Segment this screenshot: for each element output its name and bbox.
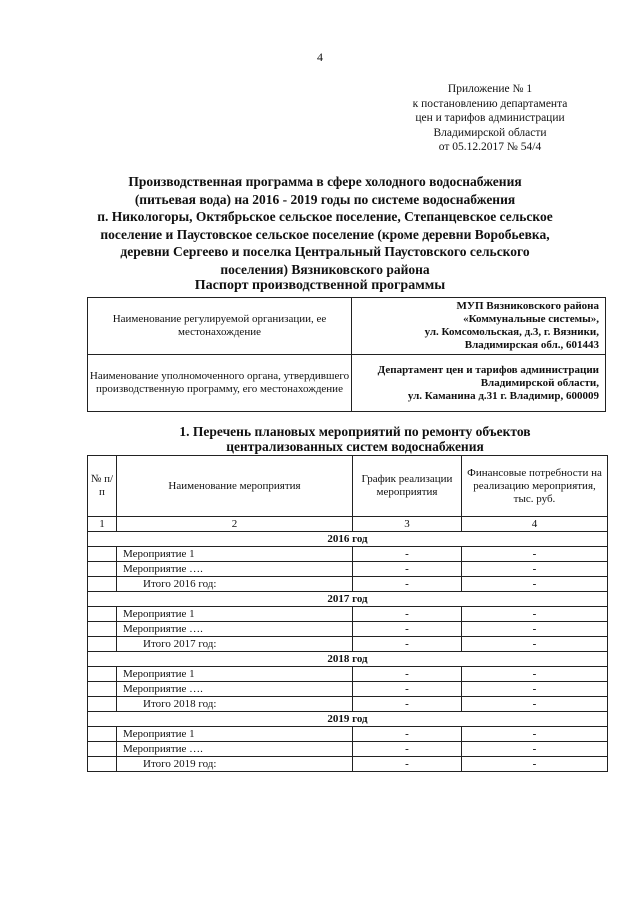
row-num-cell bbox=[88, 607, 117, 622]
passport-row bbox=[88, 355, 606, 412]
year-label: 2019 год bbox=[88, 712, 608, 727]
finance-cell: - bbox=[462, 607, 608, 622]
finance-cell: - bbox=[462, 577, 608, 592]
year-label: 2017 год bbox=[88, 592, 608, 607]
row-num-cell bbox=[88, 667, 117, 682]
row-num-cell bbox=[88, 562, 117, 577]
passport-label: Наименование регулируемой организации, ее местонахождение bbox=[88, 298, 352, 355]
passport-value bbox=[352, 298, 606, 355]
title-line: Производственная программа в сфере холодного водоснабжения bbox=[128, 174, 522, 189]
row-num-cell bbox=[88, 727, 117, 742]
passport-row bbox=[88, 298, 606, 355]
schedule-cell: - bbox=[353, 667, 462, 682]
finance-cell: - bbox=[462, 547, 608, 562]
schedule-cell: - bbox=[353, 607, 462, 622]
passport-value-line: «Коммунальные системы», bbox=[463, 313, 599, 325]
finance-cell: - bbox=[462, 637, 608, 652]
title-line: (питьевая вода) на 2016 - 2019 годы по системе водоснабжения bbox=[134, 191, 516, 207]
title-line: п. Никологоры, Октябрьское сельское поселение, Степанцевское сельское bbox=[97, 209, 553, 224]
year-label: 2018 год bbox=[88, 652, 608, 667]
passport-table bbox=[87, 297, 606, 412]
table-row bbox=[88, 727, 608, 742]
table-row bbox=[88, 697, 608, 712]
finance-cell: - bbox=[462, 697, 608, 712]
appendix-line: Приложение № 1 bbox=[447, 83, 533, 95]
event-name: Мероприятие 1 bbox=[117, 727, 353, 742]
table-row bbox=[88, 757, 608, 772]
passport-value-line: МУП Вязниковского района bbox=[456, 300, 599, 312]
event-name: Мероприятие 1 bbox=[117, 547, 353, 562]
header-schedule: График реализации мероприятия bbox=[353, 456, 462, 517]
section-heading-line: централизованных систем водоснабжения bbox=[226, 439, 484, 454]
passport-value bbox=[352, 355, 606, 412]
finance-cell: - bbox=[462, 682, 608, 697]
row-num-cell bbox=[88, 577, 117, 592]
total-label: Итого 2019 год: bbox=[117, 757, 353, 772]
event-name: Мероприятие …. bbox=[117, 682, 353, 697]
schedule-cell: - bbox=[353, 562, 462, 577]
table-row bbox=[88, 622, 608, 637]
index-cell: 1 bbox=[88, 517, 117, 532]
passport-value-line: Владимирская обл., 601443 bbox=[464, 339, 599, 351]
schedule-cell: - bbox=[353, 757, 462, 772]
table-index-row bbox=[88, 517, 608, 532]
passport-value-line: Департамент цен и тарифов администрации bbox=[377, 363, 599, 376]
passport-heading: Паспорт производственной программы bbox=[194, 278, 446, 293]
section-heading-line: 1. Перечень плановых мероприятий по ремонту объектов bbox=[179, 424, 531, 439]
finance-cell: - bbox=[462, 742, 608, 757]
document-title bbox=[95, 173, 555, 278]
year-row bbox=[88, 652, 608, 667]
finance-cell: - bbox=[462, 667, 608, 682]
title-line: поселения) Вязниковского района bbox=[220, 261, 430, 277]
schedule-cell: - bbox=[353, 547, 462, 562]
appendix-line: к постановлению департамента bbox=[412, 97, 568, 110]
schedule-cell: - bbox=[353, 577, 462, 592]
page-number: 4 bbox=[317, 50, 323, 64]
table-row bbox=[88, 637, 608, 652]
passport-value-line: ул. Каманина д.31 г. Владимир, 600009 bbox=[407, 389, 599, 402]
finance-cell: - bbox=[462, 757, 608, 772]
schedule-cell: - bbox=[353, 637, 462, 652]
finance-cell: - bbox=[462, 562, 608, 577]
schedule-cell: - bbox=[353, 697, 462, 712]
appendix-line: цен и тарифов администрации bbox=[415, 112, 565, 124]
passport-label: Наименование уполномоченного органа, утвердившего производственную программу, его местонахождение bbox=[88, 355, 352, 412]
schedule-cell: - bbox=[353, 622, 462, 637]
year-row bbox=[88, 592, 608, 607]
table-row bbox=[88, 547, 608, 562]
index-cell: 3 bbox=[353, 517, 462, 532]
row-num-cell bbox=[88, 637, 117, 652]
finance-cell: - bbox=[462, 727, 608, 742]
table-row bbox=[88, 577, 608, 592]
event-name: Мероприятие …. bbox=[117, 622, 353, 637]
table-row bbox=[88, 607, 608, 622]
title-line: поселение и Паустовское сельское поселение (кроме деревни Воробьевка, bbox=[100, 226, 550, 242]
schedule-cell: - bbox=[353, 727, 462, 742]
row-num-cell bbox=[88, 622, 117, 637]
table-row bbox=[88, 682, 608, 697]
header-name: Наименование мероприятия bbox=[117, 456, 353, 517]
index-cell: 2 bbox=[117, 517, 353, 532]
total-label: Итого 2016 год: bbox=[117, 577, 353, 592]
table-header-row bbox=[88, 456, 608, 517]
event-name: Мероприятие …. bbox=[117, 562, 353, 577]
schedule-cell: - bbox=[353, 742, 462, 757]
total-label: Итого 2018 год: bbox=[117, 697, 353, 712]
event-name: Мероприятие 1 bbox=[117, 607, 353, 622]
passport-value-line: Владимирской области, bbox=[480, 376, 599, 389]
title-line: деревни Сергеево и поселка Центральный Паустовского сельского bbox=[120, 244, 530, 259]
schedule-cell: - bbox=[353, 682, 462, 697]
event-name: Мероприятие …. bbox=[117, 742, 353, 757]
index-cell: 4 bbox=[462, 517, 608, 532]
table-row bbox=[88, 742, 608, 757]
event-name: Мероприятие 1 bbox=[117, 667, 353, 682]
year-label: 2016 год bbox=[88, 532, 608, 547]
finance-cell: - bbox=[462, 622, 608, 637]
section-heading bbox=[120, 424, 590, 454]
row-num-cell bbox=[88, 757, 117, 772]
row-num-cell bbox=[88, 547, 117, 562]
appendix-line: Владимирской области bbox=[433, 126, 547, 139]
header-num: № п/п bbox=[88, 456, 117, 517]
table-row bbox=[88, 667, 608, 682]
header-finance: Финансовые потребности на реализацию мероприятия, тыс. руб. bbox=[462, 456, 608, 517]
events-table bbox=[87, 455, 608, 772]
year-row bbox=[88, 532, 608, 547]
total-label: Итого 2017 год: bbox=[117, 637, 353, 652]
appendix-line: от 05.12.2017 № 54/4 bbox=[438, 141, 542, 153]
appendix-block bbox=[390, 82, 590, 155]
table-row bbox=[88, 562, 608, 577]
year-row bbox=[88, 712, 608, 727]
passport-value-line: ул. Комсомольская, д.3, г. Вязники, bbox=[424, 326, 599, 338]
row-num-cell bbox=[88, 742, 117, 757]
row-num-cell bbox=[88, 697, 117, 712]
row-num-cell bbox=[88, 682, 117, 697]
